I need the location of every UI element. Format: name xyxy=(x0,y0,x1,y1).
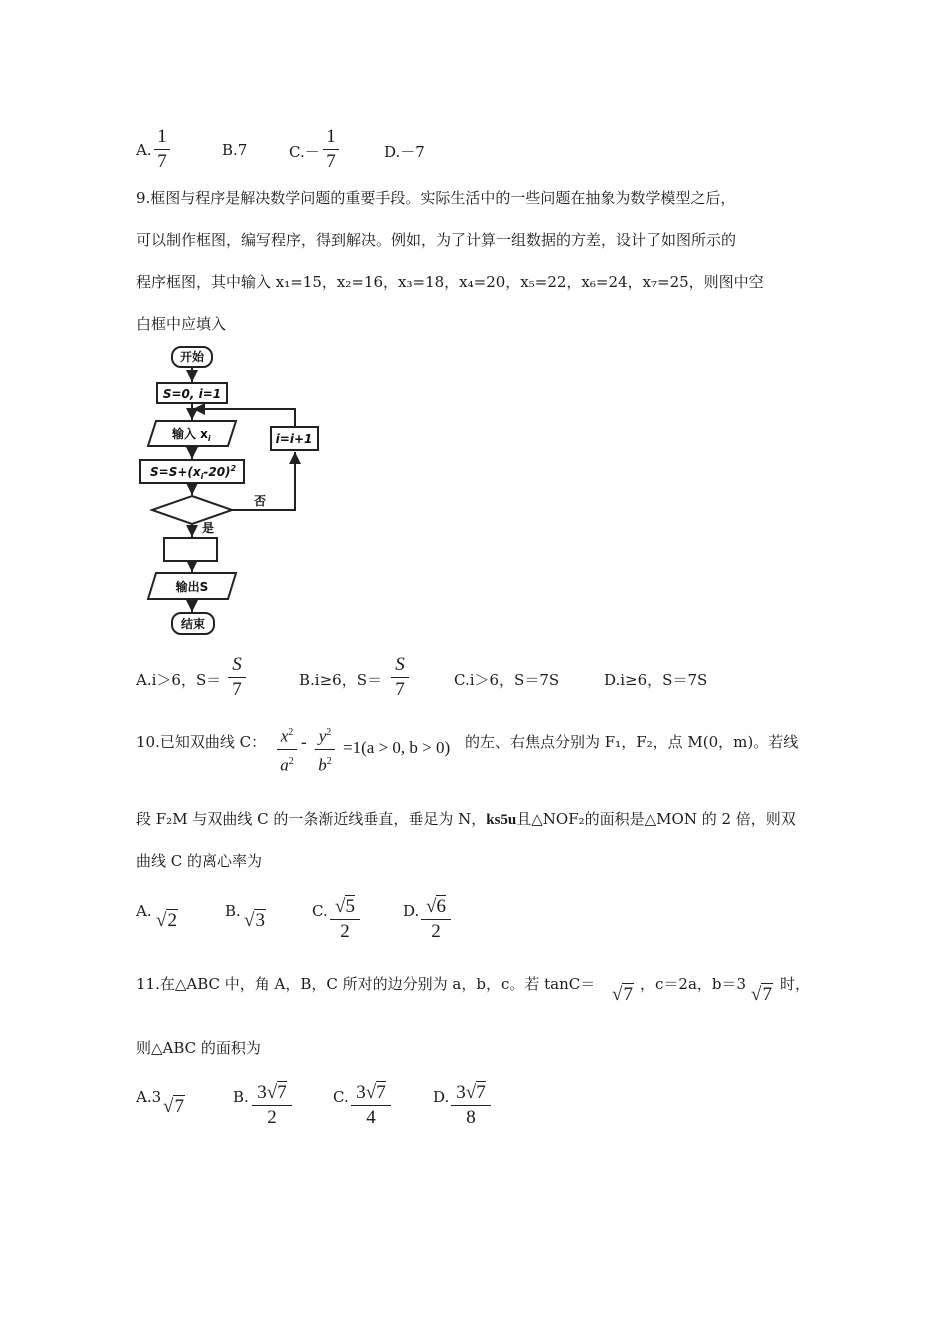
q11-option-c-label: C. xyxy=(333,1088,349,1106)
q9-option-c: C.i＞6，S＝7S xyxy=(454,671,560,689)
q11-tan-sqrt: √7 xyxy=(612,984,633,1005)
q11-b-sqrt: √7 xyxy=(751,984,772,1005)
flow-init-label: S=0, i=1 xyxy=(162,387,222,401)
q10-x-fraction: $x^2$ $a^2$ xyxy=(277,722,297,776)
q11-line1-pre: 11.在△ABC 中，角 A，B，C 所对的边分别为 a，b，c。若 tanC＝ xyxy=(136,975,596,993)
q11-line1-post: 时， xyxy=(780,975,811,993)
q8-option-c-fraction: 1 7 xyxy=(323,126,339,173)
flow-end-label: 结束 xyxy=(180,617,206,631)
q11-text-line-2: 则△ABC 的面积为 xyxy=(136,1039,261,1057)
q10-text-line-3: 曲线 C 的离心率为 xyxy=(136,852,263,870)
q10-prefix: 10.已知双曲线 C： xyxy=(136,733,267,751)
q11-option-b-label: B. xyxy=(233,1088,249,1106)
flow-increment-label: i=i+1 xyxy=(275,432,313,446)
flow-start-label: 开始 xyxy=(179,350,205,364)
q8-option-a-fraction: 1 7 xyxy=(154,126,170,173)
flow-decision-diamond xyxy=(152,496,232,524)
q9-option-b-label: B.i≥6，S＝ xyxy=(299,671,382,689)
flow-blank-box xyxy=(164,538,217,561)
q11-option-a-label: A.3 xyxy=(136,1088,162,1106)
q10-y-fraction: $y^2$ $b^2$ xyxy=(315,722,335,776)
q9-text-line-4: 白框中应填入 xyxy=(136,315,227,333)
flow-update-label: $S=S+(x_i-20)^2$ xyxy=(150,464,237,481)
q11-option-d-fraction: 3√7 8 xyxy=(451,1082,491,1129)
q11-line1-mid: ，c＝2a，b＝3 xyxy=(640,975,747,993)
q10-option-b-label: B. xyxy=(225,902,241,920)
q10-option-a-label: A. xyxy=(136,902,152,920)
q9-option-b-fraction: S 7 xyxy=(391,654,409,701)
q10-option-d-fraction: √6 2 xyxy=(421,896,451,943)
q9-option-a-fraction: S 7 xyxy=(228,654,246,701)
ks5u-watermark: ks5u xyxy=(486,812,517,828)
q9-option-d: D.i≥6，S＝7S xyxy=(604,671,708,689)
q11-option-c-fraction: 3√7 4 xyxy=(351,1082,391,1129)
q9-text-line-1: 9.框图与程序是解决数学问题的重要手段。实际生活中的一些问题在抽象为数学模型之后， xyxy=(136,189,736,207)
q8-option-d: D.－7 xyxy=(384,143,425,161)
q10-option-c-label: C. xyxy=(312,902,328,920)
q10-minus: - xyxy=(301,733,307,753)
q10-rhs: =1(a > 0, b > 0) xyxy=(343,738,451,757)
q10-suffix: 的左、右焦点分别为 F₁，F₂，点 M(0，m)。若线 xyxy=(465,733,799,751)
q11-option-a-sqrt: √7 xyxy=(163,1096,184,1117)
q10-option-c-fraction: √5 2 xyxy=(330,896,360,943)
q9-text-line-2: 可以制作框图，编写程序，得到解决。例如，为了计算一组数据的方差，设计了如图所示的 xyxy=(136,231,737,249)
flow-no-label: 否 xyxy=(254,494,267,508)
q9-option-a-label: A.i＞6，S＝ xyxy=(136,671,222,689)
q10-option-b-sqrt: √3 xyxy=(244,910,265,931)
q10-text-line-2: 段 F₂M 与双曲线 C 的一条渐近线垂直，垂足为 N，ks5u且△NOF₂的面积是△MON 的 2 倍，则双 xyxy=(136,810,796,828)
q8-option-c-label: C.－ xyxy=(289,143,320,161)
q9-text-line-3: 程序框图，其中输入 x₁=15，x₂=16，x₃=18，x₄=20，x₅=22，x₆=24，x₇=25，则图中空 xyxy=(136,273,764,291)
flow-yes-label: 是 xyxy=(202,521,215,535)
q9-flowchart xyxy=(130,340,330,640)
q11-option-b-fraction: 3√7 2 xyxy=(252,1082,292,1129)
q11-option-d-label: D. xyxy=(433,1088,450,1106)
q10-option-d-label: D. xyxy=(403,902,420,920)
flow-input-label: 输入 $x_i$ xyxy=(172,427,211,443)
q10-option-a-sqrt: √2 xyxy=(156,910,177,931)
flow-output-label: 输出S xyxy=(175,580,209,594)
q8-option-a-label: A. xyxy=(136,141,152,159)
q8-option-b: B.7 xyxy=(222,141,248,159)
